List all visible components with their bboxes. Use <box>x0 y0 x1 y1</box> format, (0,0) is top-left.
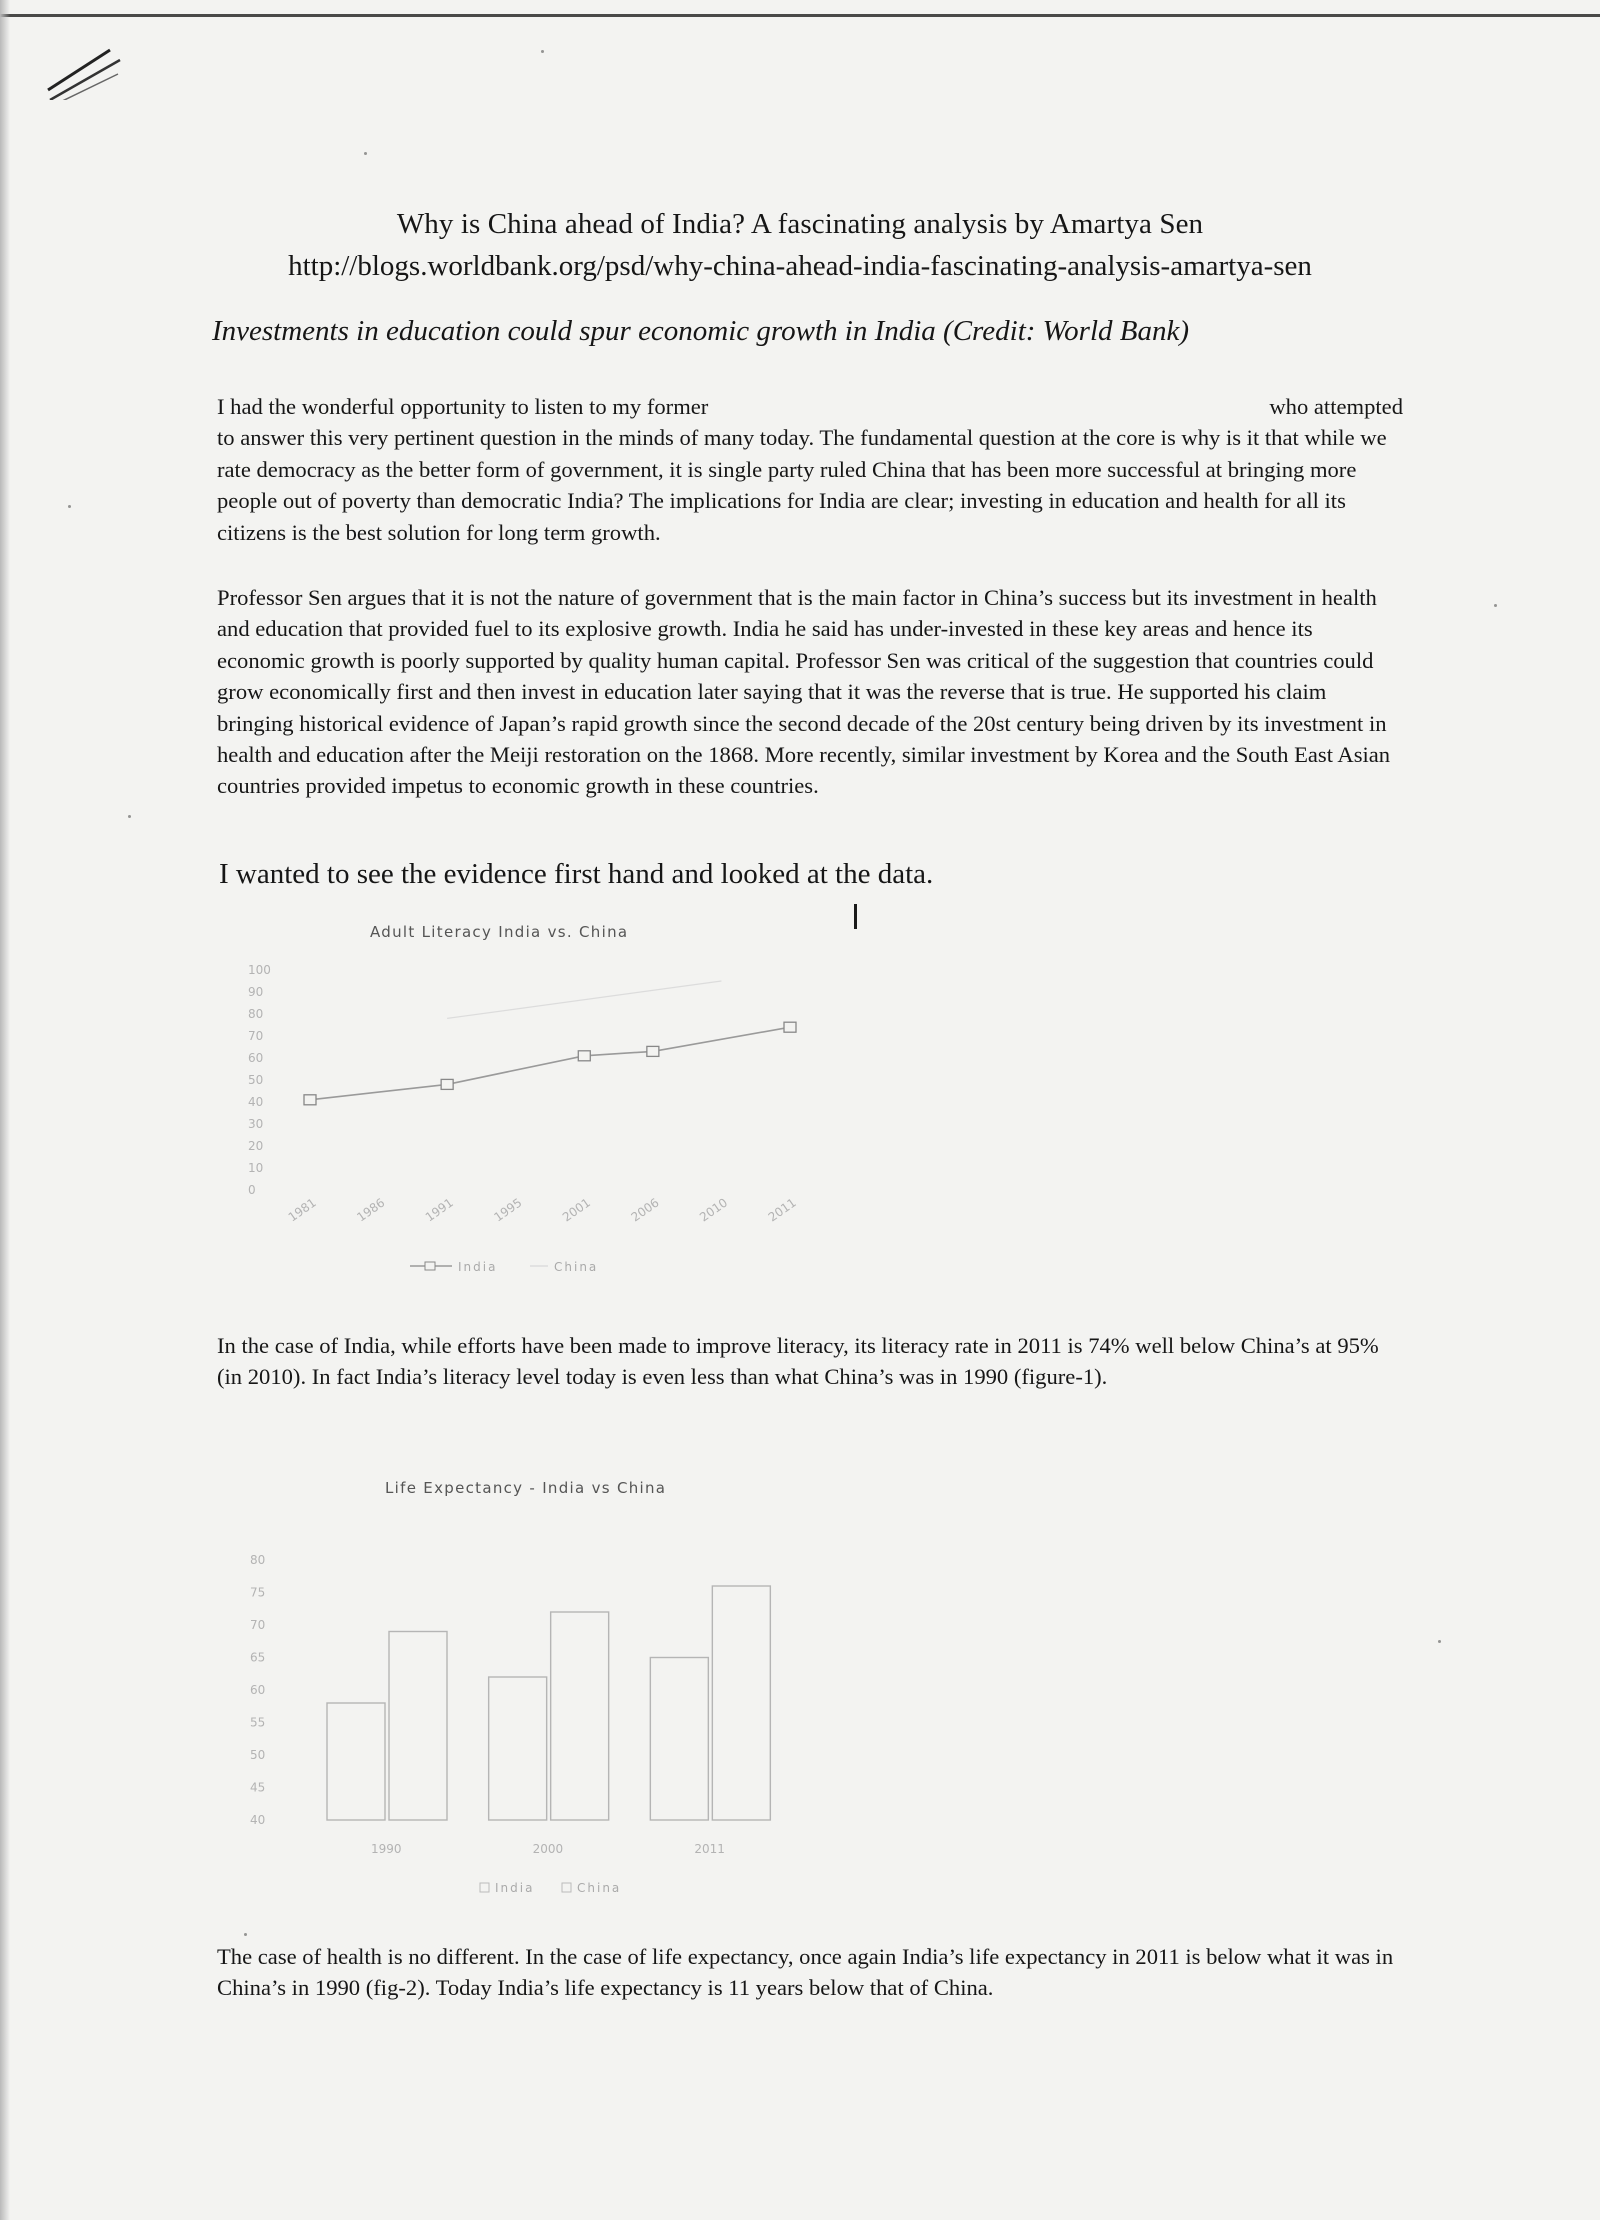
legend-label: India <box>495 1881 535 1895</box>
y-tick-label: 100 <box>248 963 271 977</box>
legend-swatch-china <box>562 1883 571 1892</box>
article-url: http://blogs.worldbank.org/psd/why-china-ahead-india-fascinating-analysis-amartya-sen <box>288 250 1312 282</box>
intro-end: who attempted <box>1269 394 1403 419</box>
bar-india <box>650 1658 708 1821</box>
bar-india <box>327 1703 385 1820</box>
series-line-india <box>310 1027 790 1100</box>
y-tick-label: 90 <box>248 985 264 999</box>
y-tick-label: 40 <box>250 1813 266 1827</box>
scan-speck <box>68 505 71 508</box>
scan-speck <box>1438 1640 1441 1643</box>
x-tick-label: 2001 <box>559 1195 594 1225</box>
series-line-china <box>447 981 721 1018</box>
scan-speck <box>1494 604 1497 607</box>
legend-swatch-india <box>480 1883 489 1892</box>
x-tick-label: 2006 <box>628 1195 662 1225</box>
legend-label: China <box>577 1881 622 1895</box>
scan-speck <box>244 1933 247 1936</box>
chart-title: Adult Literacy India vs. China <box>370 923 629 941</box>
evidence-lead: I wanted to see the evidence first hand and looked at the data. <box>219 858 934 890</box>
y-tick-label: 40 <box>248 1095 264 1109</box>
y-tick-label: 80 <box>250 1553 266 1567</box>
x-tick-label: 1990 <box>371 1842 402 1856</box>
data-point-india <box>647 1046 659 1056</box>
literacy-chart <box>230 910 830 1280</box>
x-tick-label: 2011 <box>765 1195 799 1225</box>
legend-label: China <box>554 1260 599 1274</box>
chart-title: Life Expectancy - India vs China <box>385 1479 667 1497</box>
data-point-india <box>784 1022 796 1032</box>
y-tick-label: 10 <box>248 1161 264 1175</box>
scan-top-border <box>0 14 1600 17</box>
y-tick-label: 45 <box>250 1780 266 1795</box>
scan-speck <box>128 815 131 818</box>
data-point-india <box>304 1095 316 1105</box>
data-point-india <box>578 1051 590 1061</box>
legend-marker-india <box>425 1262 435 1270</box>
text-cursor-mark <box>854 904 857 929</box>
x-tick-label: 1986 <box>354 1195 388 1225</box>
y-tick-label: 50 <box>250 1748 266 1762</box>
y-tick-label: 50 <box>248 1073 264 1087</box>
bar-china <box>389 1632 447 1821</box>
paragraph-health: The case of health is no different. In the case of life expectancy, once again India’s life expectancy in 2011 is below what it was in China’s in 1990 (fig-2). Today India’s life expectancy is 11 years below that of China. <box>217 1944 1394 2001</box>
y-tick-label: 70 <box>248 1029 264 1043</box>
data-point-india <box>441 1079 453 1089</box>
x-tick-label: 2011 <box>694 1842 725 1856</box>
bar-china <box>712 1586 770 1820</box>
scan-speck <box>364 152 367 155</box>
x-tick-label: 2000 <box>532 1842 564 1856</box>
pen-mark-icon <box>40 30 130 100</box>
scan-left-shadow <box>0 0 10 2220</box>
x-tick-label: 2010 <box>697 1195 731 1225</box>
y-tick-label: 60 <box>250 1683 266 1697</box>
scan-speck <box>541 50 544 53</box>
x-tick-label: 1995 <box>491 1195 525 1225</box>
x-tick-label: 1981 <box>285 1195 319 1225</box>
y-tick-label: 80 <box>248 1007 264 1021</box>
paragraph-literacy: In the case of India, while efforts have been made to improve literacy, its literacy rate in 2011 is 74% well below China’s at 95% (in 2010). In fact India’s literacy level today is even less than what China’s was in 1990 (figure-1). <box>217 1333 1379 1390</box>
bar-china <box>551 1612 609 1820</box>
intro-start: I had the wonderful opportunity to listen to my former <box>217 394 709 419</box>
intro-rest: to answer this very pertinent question in the minds of many today. The fundamental question at the core is why is it that while we rate democracy as the better form of government, it is single party ruled China that has been more successful at bringing more people out of poverty than democratic India? The implications for India are clear; investing in education and health for all its citizens is the best solution for long term growth. <box>217 425 1387 545</box>
y-tick-label: 20 <box>248 1139 264 1153</box>
y-tick-label: 60 <box>248 1051 264 1065</box>
legend-label: India <box>458 1260 498 1274</box>
paragraph-intro <box>217 391 1403 548</box>
y-tick-label: 75 <box>250 1585 266 1600</box>
y-tick-label: 0 <box>248 1183 256 1197</box>
y-tick-label: 55 <box>250 1715 266 1730</box>
life-expectancy-chart <box>230 1465 830 1905</box>
y-tick-label: 30 <box>248 1117 264 1131</box>
bar-india <box>489 1677 547 1820</box>
image-caption: Investments in education could spur economic growth in India (Credit: World Bank) <box>212 315 1189 347</box>
y-tick-label: 70 <box>250 1618 266 1632</box>
paragraph-sen-argument: Professor Sen argues that it is not the nature of government that is the main factor in China’s success but its investment in health and education that provided fuel to its explosive growth. India he said has under-invested in these key areas and hence its economic growth is poorly supported by quality human capital. Professor Sen was critical of the suggestion that countries could grow economically first and then invest in education later saying that it was the reverse that is true. He supported his claim bringing historical evidence of Japan’s rapid growth since the second decade of the 20st century being driven by its investment in health and education after the Meiji restoration on the 1868. More recently, similar investment by Korea and the South East Asian countries provided impetus to economic growth in these countries. <box>217 585 1391 799</box>
y-tick-label: 65 <box>250 1650 266 1665</box>
article-title: Why is China ahead of India? A fascinating analysis by Amartya Sen <box>396 208 1204 240</box>
x-tick-label: 1991 <box>422 1195 456 1225</box>
